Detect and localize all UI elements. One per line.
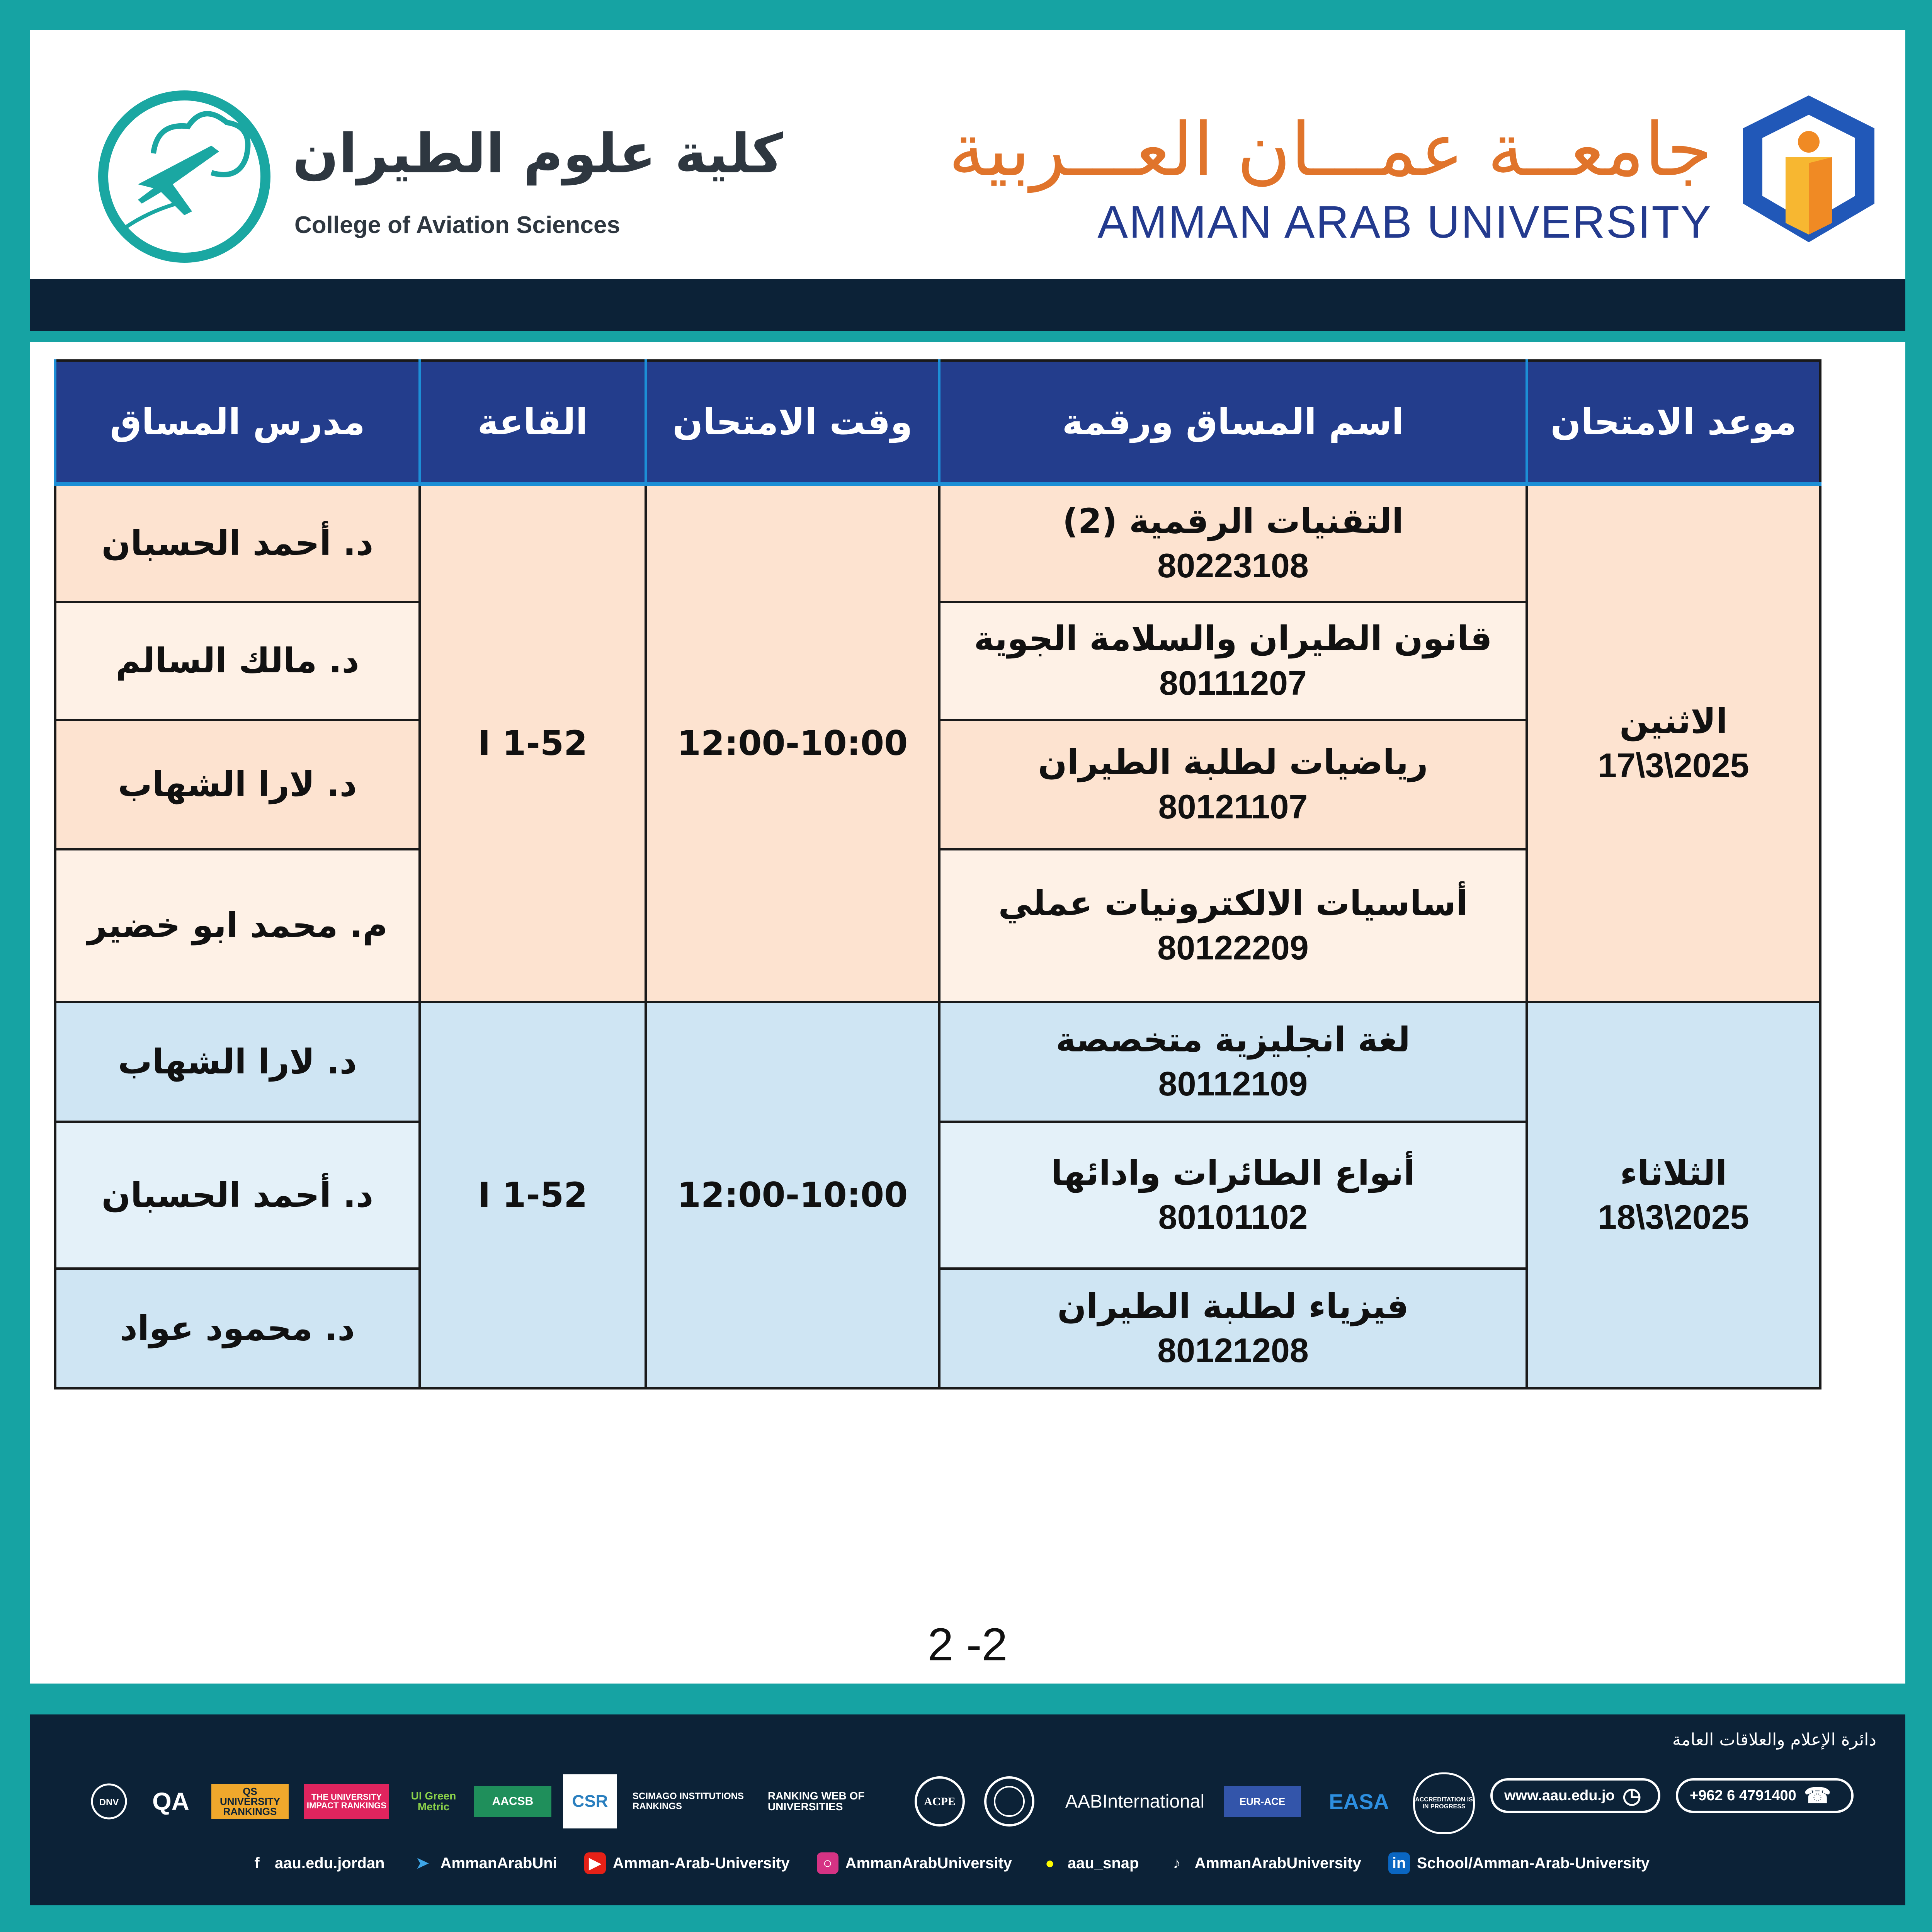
the-impact-rankings-logo: THE UNIVERSITY IMPACT RANKINGS [304,1784,389,1819]
course-code: 80111207 [1159,663,1307,702]
ranking-web-logo: RANKING WEB OF UNIVERSITIES [768,1790,865,1813]
course-code: 80112109 [1158,1065,1308,1103]
header-instructor: مدرس المساق [55,361,420,484]
course-name: أنواع الطائرات وادائها [1051,1153,1415,1193]
instagram-icon: ○ [817,1852,838,1874]
facebook-icon: f [254,1854,260,1872]
course-name: فيزياء لطلبة الطيران [1057,1286,1409,1326]
table-header-row [55,361,1820,484]
header-exam-time: وقت الامتحان [646,361,939,484]
twitter-icon: ➤ [416,1855,429,1872]
course-cell [939,1269,1527,1388]
exam-time-cell: 12:00-10:00 [646,1002,939,1388]
course-code: 80223108 [1157,546,1309,585]
header-exam-date: موعد الامتحان [1527,361,1820,484]
tiktok-icon: ♪ [1173,1854,1181,1872]
exam-day: الاثنين [1619,701,1728,741]
acpe-logo [911,1772,969,1830]
instructor-cell: د. أحمد الحسبان [55,1122,420,1269]
instagram-label: AmmanArabUniversity [845,1854,1012,1872]
scimago-logo: SCIMAGO INSTITUTIONS RANKINGS [633,1791,744,1811]
linkedin-icon: in [1388,1852,1410,1874]
course-name: التقنيات الرقمية (2) [1062,501,1404,541]
phone-label: +962 6 4791400 [1690,1787,1796,1804]
course-code: 80122209 [1157,928,1309,967]
exam-date-cell [1527,484,1820,1002]
exam-date: 2025\3\18 [1598,1198,1749,1236]
youtube-icon: ▶ [584,1852,606,1874]
college-name-arabic: كلية علوم الطيران [293,122,783,185]
instructor-cell: د. مالك السالم [55,602,420,720]
course-name: رياضيات لطلبة الطيران [1038,742,1428,782]
course-cell [939,1122,1527,1269]
accreditation-progress-logo: ACCREDITATION IS IN PROGRESS [1413,1772,1475,1834]
qs-rankings-logo: QS UNIVERSITY RANKINGS [211,1784,289,1819]
university-logo-icon [1739,92,1878,246]
tiktok-link[interactable] [1166,1852,1361,1874]
university-name-arabic: جامعــة عمـــان العـــربية [948,107,1712,192]
youtube-link[interactable] [584,1852,790,1874]
aab-international-logo: AABInternational [1065,1791,1205,1812]
svg-text:ACPE: ACPE [924,1795,956,1808]
course-cell [939,484,1527,602]
room-cell: I 1-52 [420,484,646,1002]
header-teal-strip [30,331,1905,342]
social-links [246,1848,1650,1879]
table-row [55,1002,1820,1122]
footer [30,1714,1905,1905]
exam-day: الثلاثاء [1620,1153,1727,1193]
course-name: لغة انجليزية متخصصة [1056,1019,1410,1060]
department-label: دائرة الإعلام والعلاقات العامة [1672,1730,1876,1750]
snapchat-icon: ● [1045,1854,1054,1872]
room-cell: I 1-52 [420,1002,646,1388]
tiktok-label: AmmanArabUniversity [1194,1854,1361,1872]
instructor-cell: د. لارا الشهاب [55,1002,420,1122]
course-cell [939,602,1527,720]
college-name-english: College of Aviation Sciences [294,212,620,238]
course-cell [939,1002,1527,1122]
exam-date: 2025\3\17 [1598,746,1749,784]
table-row [55,484,1820,602]
course-code: 80101102 [1158,1198,1308,1236]
exam-time-cell: 12:00-10:00 [646,484,939,1002]
header-room: القاعة [420,361,646,484]
snapchat-link[interactable] [1039,1852,1139,1874]
aviation-college-logo-icon [95,88,273,265]
instructor-cell: م. محمد ابو خضير [55,849,420,1002]
exam-schedule-table [54,359,1821,1389]
website-pill[interactable] [1490,1778,1660,1813]
eur-ace-logo: EUR-ACE [1224,1786,1301,1817]
youtube-label: Amman-Arab-University [612,1854,790,1872]
university-name-english: AMMAN ARAB UNIVERSITY [1097,197,1712,248]
instagram-link[interactable] [817,1852,1012,1874]
website-label: www.aau.edu.jo [1504,1787,1615,1804]
course-cell [939,720,1527,849]
twitter-link[interactable] [412,1852,557,1874]
header-course-name: اسم المساق ورقمة [939,361,1527,484]
csr-logo: CSR [563,1774,617,1828]
ui-greenmetric-logo: UI Green Metric [411,1790,456,1813]
course-cell [939,849,1527,1002]
seal-logo-icon [980,1772,1038,1830]
snapchat-label: aau_snap [1067,1854,1139,1872]
dnv-logo [88,1772,130,1830]
phone-icon: ☎ [1804,1783,1831,1808]
facebook-link[interactable] [246,1852,385,1874]
instructor-cell: د. أحمد الحسبان [55,484,420,602]
instructor-cell: د. محمود عواد [55,1269,420,1388]
easa-logo: EASA [1329,1789,1389,1814]
phone-pill[interactable] [1676,1778,1854,1813]
course-code: 80121208 [1157,1331,1309,1369]
linkedin-label: School/Amman-Arab-University [1417,1854,1650,1872]
instructor-cell: د. لارا الشهاب [55,720,420,849]
twitter-label: AmmanArabUni [440,1854,557,1872]
globe-icon: ◷ [1622,1783,1641,1808]
header-divider-bar [30,279,1905,331]
page-number: 2 -2 [927,1619,1008,1670]
course-name: أساسيات الالكترونيات عملي [998,883,1468,923]
course-name: قانون الطيران والسلامة الجوية [974,619,1492,659]
aacsb-logo: AACSB [474,1786,551,1817]
course-code: 80121107 [1158,787,1308,826]
qa-logo: QA [152,1787,189,1815]
svg-text:DNV: DNV [99,1797,119,1808]
exam-date-cell [1527,1002,1820,1388]
linkedin-link[interactable] [1388,1852,1650,1874]
facebook-label: aau.edu.jordan [275,1854,385,1872]
